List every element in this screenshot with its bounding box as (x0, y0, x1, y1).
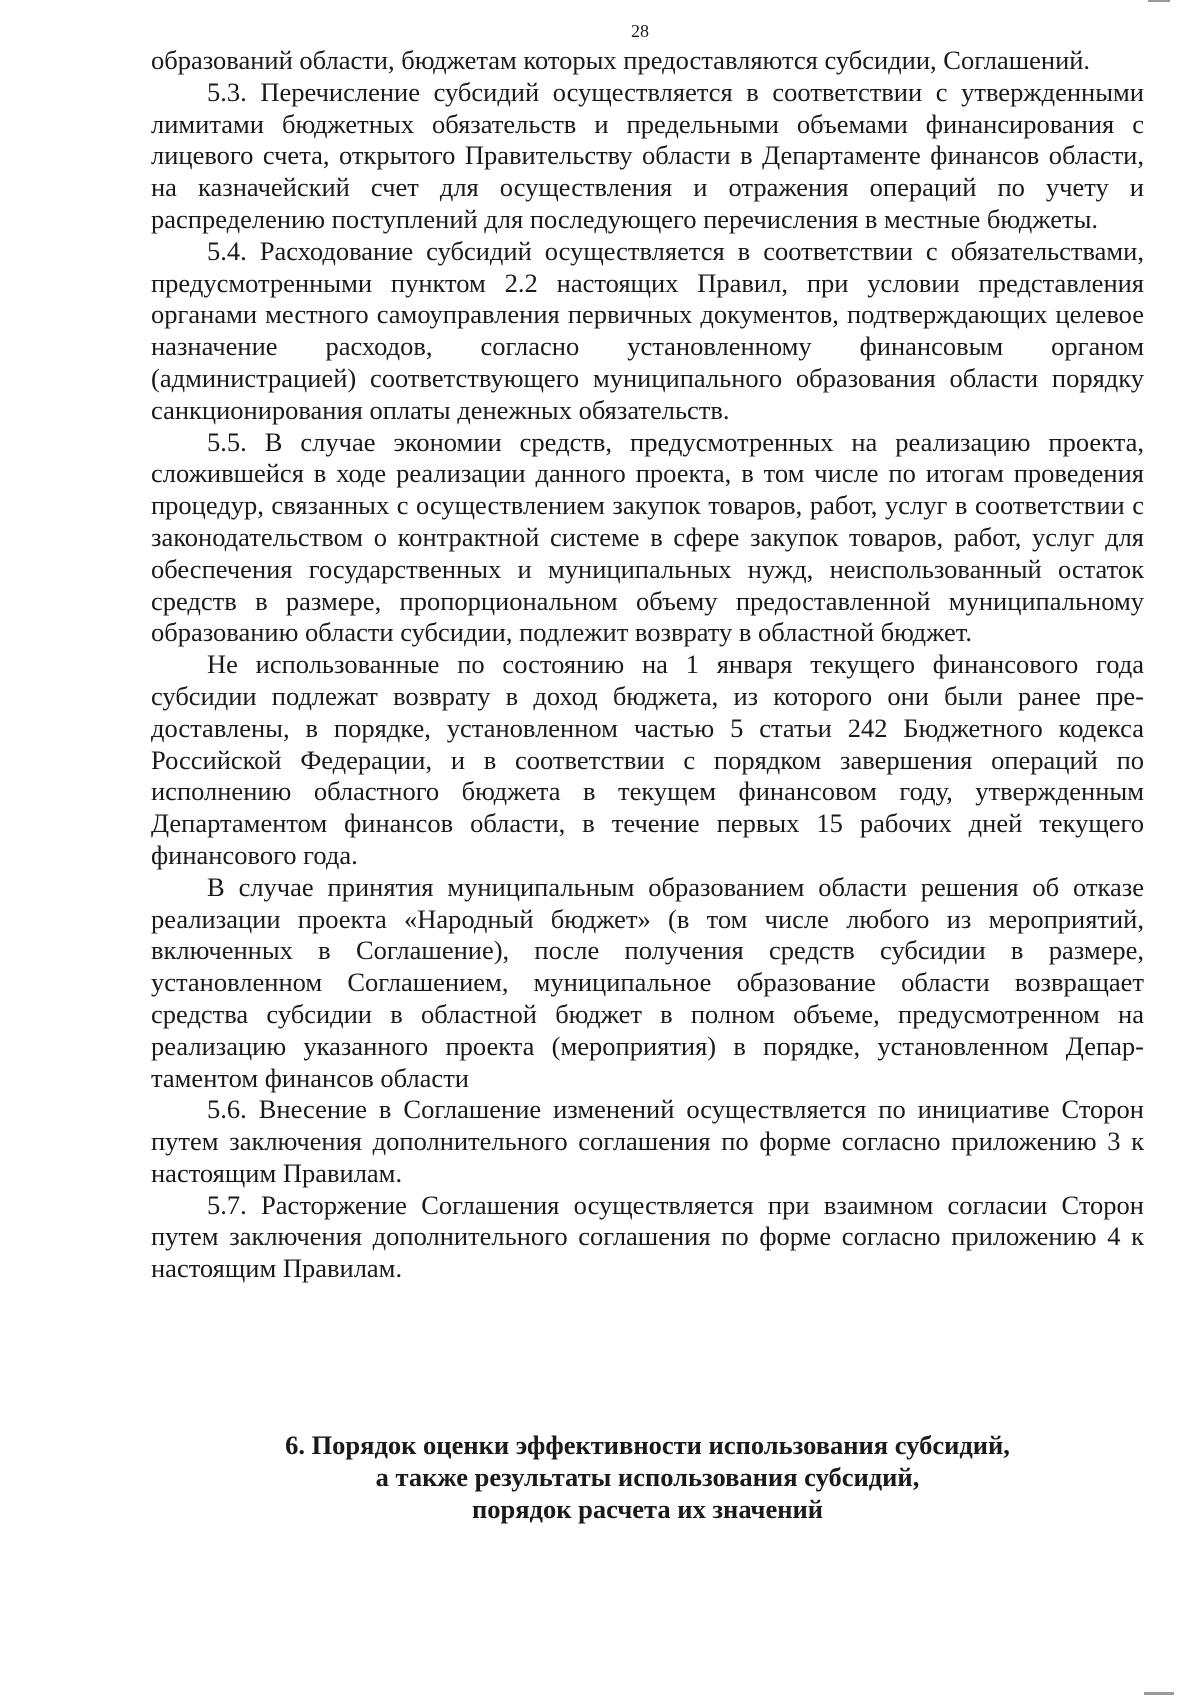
section-heading-line-2: а также результаты использования субсидий, (375, 1462, 920, 1492)
paragraph-5-3: 5.3. Перечисление субсидий осуществляется в соответствии с утвержденными лимитами бюджетных обязательств и предельными объемами финансирования с лицевого счета, открытого Правительству области в Департаменте финансов области, на казначейский счет для осуществления и отражения операций по учету и распределению поступлений для последующего перечисления в местные бюджеты. (151, 76, 1144, 234)
scan-mark-top-right (1148, 0, 1170, 2)
document-body (151, 45, 1144, 1285)
paragraph-5-6: 5.6. Внесение в Соглашение изменений осуществляется по инициативе Сторон путем заключения дополнительного соглашения по форме согласно приложению 3 к настоящим Правилам. (151, 1094, 1144, 1188)
paragraph-5-5: 5.5. В случае экономии средств, предусмотренных на реализацию проекта, сложившейся в ходе реализации данного проекта, в том числе по итогам проведения процедур, связанных с осуществлением закупок товаров, работ, услуг в соответствии с законодательством о контрактной системе в сфере закупок товаров, работ, услуг для обеспечения государственных и муниципальных нужд, неиспользованный остаток средств в размере, пропорциональном объему предоставленной муниципальному образованию области субсидии, подлежит возврату в областной бюджет. (151, 426, 1144, 648)
paragraph-refusal: В случае принятия муниципальным образованием области решения об отказе реализации проекта «Народный бюджет» (в том числе любого из мероприятий, включенных в Соглашение), после получения средств субсидии в размере, установленном Соглашением, муниципальное образование области возвращает средства субсидии в областной бюджет в полном объеме, предусмотренном на реализацию указанного проекта (мероприятия) в порядке, установленном Департаментом финансов области (151, 871, 1144, 1093)
section-heading (151, 1429, 1144, 1525)
paragraph-unused-subsidies: Не использованные по состоянию на 1 января текущего финансового года субсидии подлежат возврату в доход бюджета, из которого они были ранее предоставлены, в порядке, установленном частью 5 статьи 242 Бюджетного кодекса Российской Федерации, и в соответствии с порядком завершения операций по исполнению областного бюджета в текущем финансовом году, утвержденным Департаментом финансов области, в течение первых 15 рабочих дней текущего финансового года. (151, 649, 1144, 870)
paragraph-continuation: образований области, бюджетам которых предоставляются субсидии, Соглашений. (151, 45, 1091, 75)
scan-mark-bottom-right (1144, 1692, 1174, 1695)
page-number: 28 (631, 21, 649, 41)
section-heading-line-3: порядок расчета их значений (471, 1494, 824, 1524)
section-heading-line-1: 6. Порядок оценки эффективности использования субсидий, (285, 1430, 1010, 1460)
paragraph-5-4: 5.4. Расходование субсидий осуществляется в соответствии с обязательствами, предусмотренными пунктом 2.2 настоящих Правил, при условии представления органами местного самоуправления первичных документов, подтверждающих целевое назначение расходов, согласно установленному финансовым органом (администрацией) соответствующего муниципального образования области порядку санкционирования оплаты денежных обязательств. (151, 235, 1144, 425)
paragraph-5-7: 5.7. Расторжение Соглашения осуществляется при взаимном согласии Сторон путем заключения дополнительного соглашения по форме согласно приложению 4 к настоящим Правилам. (151, 1189, 1144, 1284)
